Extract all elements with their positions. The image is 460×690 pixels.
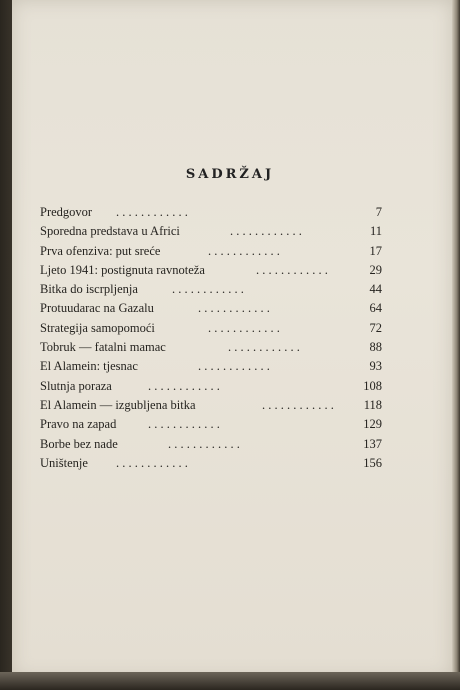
toc-entry-title: Protuudarac na Gazalu <box>40 301 154 316</box>
toc-entry <box>40 357 382 376</box>
toc-leader: . . . . . . . . . . . . <box>228 340 300 355</box>
toc-leader: . . . . . . . . . . . . <box>148 417 220 432</box>
toc-entry-page: 118 <box>363 397 382 412</box>
toc-leader: . . . . . . . . . . . . <box>256 262 328 277</box>
toc-entry-title: El Alamein: tjesnac <box>40 359 138 374</box>
toc-entry <box>40 396 382 415</box>
toc-entry-title: Sporedna predstava u Africi <box>40 224 180 239</box>
toc-entry-title: Ljeto 1941: postignuta ravnoteža <box>40 262 205 277</box>
toc-entry <box>40 261 382 280</box>
toc-leader: . . . . . . . . . . . . <box>168 436 240 451</box>
toc-entry <box>40 242 382 261</box>
bottom-shadow <box>0 672 460 690</box>
toc-leader: . . . . . . . . . . . . <box>198 359 270 374</box>
toc-entry-page: 7 <box>375 205 382 219</box>
toc-entry-page: 93 <box>369 359 382 374</box>
toc-entry-page: 17 <box>369 243 382 258</box>
toc-list <box>40 203 382 473</box>
toc-entry <box>40 280 382 299</box>
toc-entry-page: 137 <box>363 436 382 451</box>
toc-entry <box>40 377 382 396</box>
toc-entry-page: 11 <box>369 224 382 239</box>
toc-leader: . . . . . . . . . . . . <box>116 205 188 219</box>
toc-entry-page: 156 <box>363 455 382 470</box>
toc-leader: . . . . . . . . . . . . <box>116 455 188 470</box>
toc-entry-page: 29 <box>369 262 382 277</box>
toc-entry <box>40 319 382 338</box>
toc-leader: . . . . . . . . . . . . <box>148 378 220 393</box>
toc-entry-title: Predgovor <box>40 205 93 219</box>
toc-entry <box>40 203 382 222</box>
toc-entry <box>40 435 382 454</box>
toc-entry-page: 72 <box>369 320 382 335</box>
page-edge <box>452 0 460 678</box>
toc-heading: SADRŽAJ <box>185 167 275 182</box>
toc-entry-page: 129 <box>363 417 382 432</box>
toc-leader: . . . . . . . . . . . . <box>208 243 280 258</box>
toc-leader: . . . . . . . . . . . . <box>208 320 280 335</box>
toc-entry-title: Bitka do iscrpljenja <box>40 282 138 297</box>
toc-entry-title: El Alamein — izgubljena bitka <box>40 397 196 412</box>
toc-leader: . . . . . . . . . . . . <box>172 282 244 297</box>
toc-entry-page: 108 <box>363 378 382 393</box>
toc-entry <box>40 415 382 434</box>
toc-entry-title: Borbe bez nade <box>40 436 118 451</box>
toc-entry-page: 44 <box>369 282 382 297</box>
toc-entry-title: Strategija samopomoći <box>40 320 155 335</box>
toc-entry-page: 88 <box>369 340 382 355</box>
toc-entry <box>40 454 382 473</box>
toc-leader: . . . . . . . . . . . . <box>198 301 270 316</box>
toc-entry <box>40 222 382 241</box>
toc-leader: . . . . . . . . . . . . <box>262 397 334 412</box>
toc-entry-title: Slutnja poraza <box>40 378 112 393</box>
toc-entry-title: Uništenje <box>40 455 88 470</box>
toc-entry-title: Pravo na zapad <box>40 417 117 432</box>
toc-entry-title: Prva ofenziva: put sreće <box>40 243 161 258</box>
toc-leader: . . . . . . . . . . . . <box>230 224 302 239</box>
toc-entry <box>40 338 382 357</box>
toc-entry-title: Tobruk — fatalni mamac <box>40 340 166 355</box>
toc-entry-page: 64 <box>369 301 382 316</box>
toc-entry <box>40 299 382 318</box>
